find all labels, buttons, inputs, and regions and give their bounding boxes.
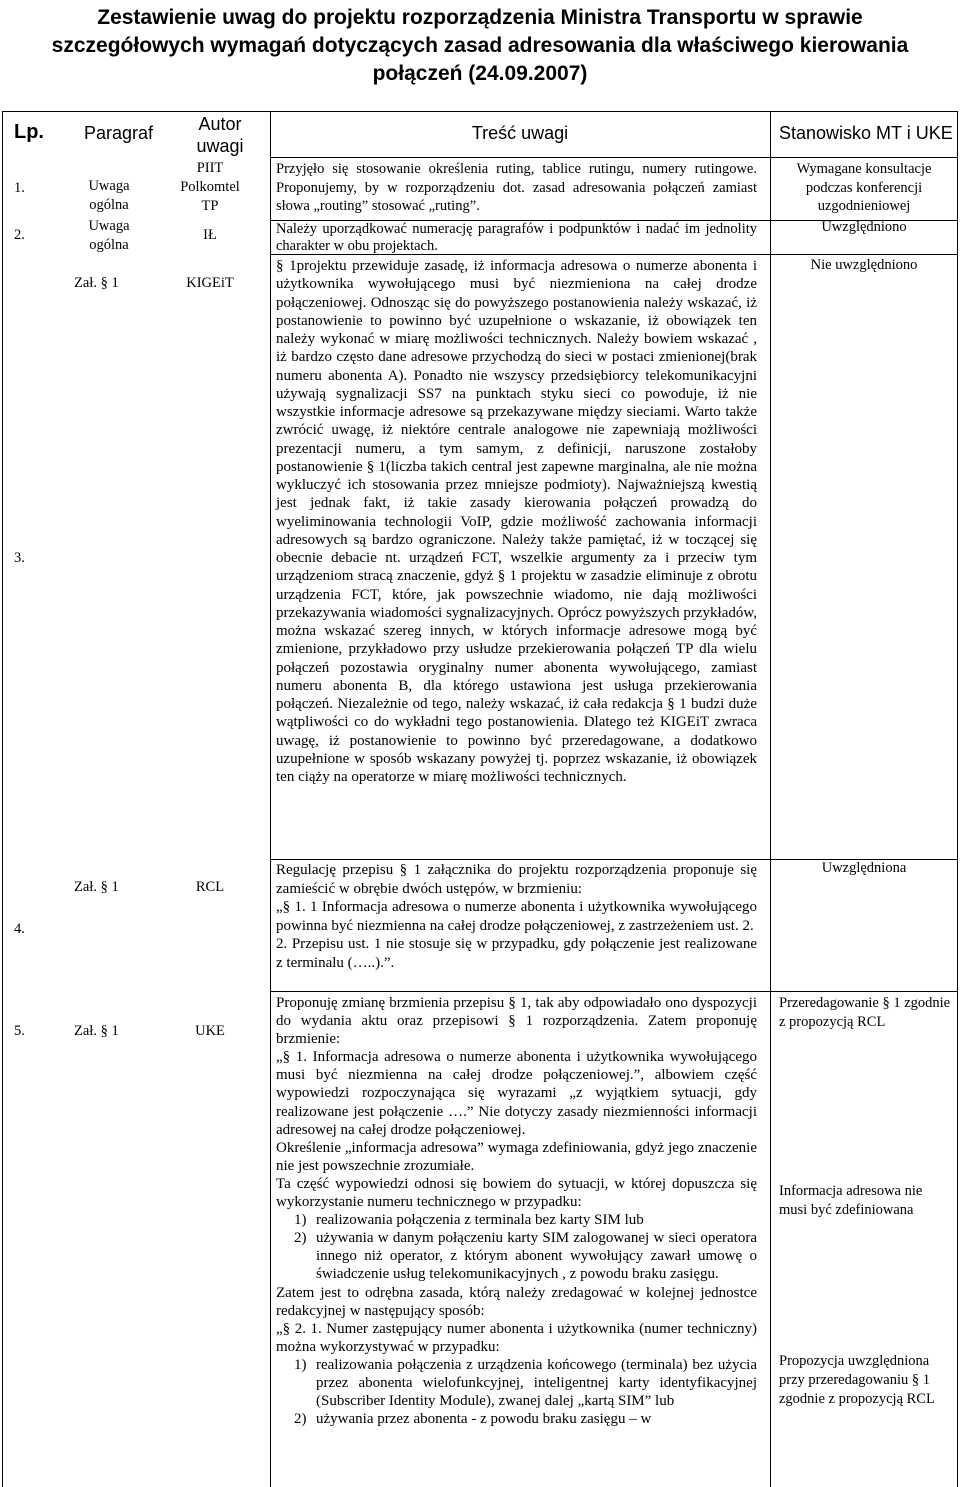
header-autor-line-2: uwagi [196,136,244,156]
row4-stanowisko: Uwzględniona [821,860,907,876]
row1-stanowisko-line-3: uzgodnieniowej [817,198,911,214]
row4-tresc-p3: 2. Przepisu ust. 1 nie stosuje się w przypadku, gdy połączenie jest realizowane z terminalu (…..).”. [276,936,757,971]
row1-tresc: Przyjęło się stosowanie określenia ruting, tablice rutingu, numery rutingowe. Proponujemy, by w rozporządzeniu dot. zasad adresowania połączeń zamiast słowa „routing” stosować „ruting”. [276,161,757,214]
header-tresc: Treść uwagi [471,123,569,143]
document-title [0,4,960,88]
row4-tresc [276,861,757,973]
table-left-border [2,111,3,1487]
header-paragraf: Paragraf [84,123,154,143]
content-column-divider [270,111,271,1487]
title-line-3: połączeń (24.09.2007) [372,62,588,85]
row5-stanowisko-b: Informacja adresowa nie musi być zdefiniowana [779,1183,923,1218]
row3-paragraf: Zał. § 1 [74,275,119,291]
row5-lp: 5. [14,1023,25,1039]
row1-paragraf-line-1: Uwaga [88,178,130,194]
title-line-1: Zestawienie uwag do projektu rozporządzenia Ministra Transportu w sprawie [97,6,863,29]
row4-tresc-p2: „§ 1. 1 Informacja adresowa o numerze abonenta i użytkownika wywołującego powinna być niezmienna na całej drodze połączeniowej, z zastrzeżeniem ust. 2. [276,899,757,934]
row5-tresc-p1: Proponuję zmianę brzmienia przepisu § 1, tak aby odpowiadało ono dyspozycji do wydania aktu oraz przepisowi § 1 rozporządzenia. Zatem proponuję brzmienie: [276,995,757,1048]
row5-tresc-p2: „§ 1. Informacja adresowa o numerze abonenta i użytkownika wywołującego musi być niezmienna na całej drodze połączeniowej.”, albowiem część wypowiedzi rozpoczynająca się wyrazami „z wyjątkiem sytuacji, gdy realizowane jest połączenie ….” Nie dotyczy zasady niezmienności informacji adresowej na całej drodze połączeniowej. [276,1049,757,1138]
title-line-2: szczegółowych wymagań dotyczących zasad adresowania dla właściwego kierowania [51,34,909,57]
row2-paragraf-line-2: ogólna [89,237,129,253]
row5-stanowisko-a: Przeredagowanie § 1 zgodnie z propozycją RCL [779,995,951,1030]
row1-stanowisko-line-1: Wymagane konsultacje [796,161,932,177]
row3-tresc: § 1projektu przewiduje zasadę, iż informacja adresowa o numerze abonenta i użytkownika wywołującego musi być niezmieniona na całej drodze połączeniowej. Odnosząc się do powyższego postanowienia należy wskazać, iż postanowienie to powinno być uzupełnione o wskazanie, iż obowiązek ten należy wykonać w miarę możliwości technicznych. Należy bowiem wskazać , iż bardzo często dane adresowe przychodzą do sieci w postaci zmienionej(brak numeru abonenta A). Ponadto nie wszyscy przedsiębiorcy telekomunikacyjni używają sygnalizacji SS7 na punktach styku sieci co powoduje, iż nie wszystkie informacje adresowe są przekazywane między sieciami. Warto także zwrócić uwagę, iż niektóre centrale analogowe nie zapewniają możliwości prezentacji numeru, a tym samym, z definicji, naruszone zostałoby postanowienie § 1(liczba takich central jest zapewne marginalna, ale nie można wykluczyć ich stosowania przez mniejsze podmioty). Najważniejszą kwestią jest jednak fakt, iż takie zasady kierowania połączeń prowadzą do wyeliminowania technologii VoIP, gdzie możliwość zachowania informacji adresowych są bardzo ograniczone. Należy także pamiętać, iż w toczącej się obecnie debacie nt. urządzeń FCT, wszelkie argumenty za i przeciw tym urządzeniom stracą znaczenie, gdyż § 1 projektu w zasadzie eliminuje z obrotu urządzenia FCT, które, jak powszechnie wiadomo, nie dają możliwości przekazywania wiadomości sygnalizacyjnych. Oprócz powyższych przykładów, można wskazać szereg innych, w których informacje adresowe mogą być zmienione, przykładowo przy usłudze przekierowania połączeń TP dla wielu połączeń pozostawia oryginalny numer abonenta wywołującego, zamiast numeru abonenta B, dla którego ustawiona jest usługa przekierowania połączeń. Niezależnie od tego, należy wskazać, iż cała redakcja § 1 budzi duże wątpliwości co do wykładni tego postanowienia. Dlatego też KIGEiT zwraca uwagę, iż postanowienie to powinno być przeredagowane, a dodatkowo uzupełnione w sposób wskazany powyżej tj. poprzez wskazanie, iż obowiązek ten ciąży na operatorze w miarę możliwości technicznych. [276,258,757,785]
table-right-border [957,111,958,1487]
row1-paragraf-line-2: ogólna [89,197,129,213]
stanowisko-column-divider [770,111,771,1487]
header-autor [180,113,260,157]
row5-tresc-p5: Zatem jest to odrębna zasada, którą należy zredagować w kolejnej jednostce redakcyjnej w następujący sposób: [276,1284,757,1319]
row5-list-b-item [276,1410,757,1428]
row5-stanowisko-c: Propozycja uwzględniona przy przeredagowaniu § 1 zgodnie z propozycją RCL [779,1353,935,1407]
row1-lp: 1. [14,180,25,196]
row5-tresc-p4: Ta część wypowiedzi odnosi się bowiem do sytuacji, w której dopuszcza się wykorzystanie numeru technicznego w przypadku: [276,1175,757,1211]
row4-paragraf: Zał. § 1 [74,879,119,895]
list-text: używania przez abonenta - z powodu braku zasięgu – w [316,1411,652,1428]
row2-paragraf [64,217,154,255]
header-autor-line-1: Autor [198,114,242,134]
row5-tresc-p6: „§ 2. 1. Numer zastępujący numer abonenta i użytkownika (numer techniczny) można wykorzystywać w przypadku: [276,1320,757,1355]
table-top-border [2,111,958,112]
list-number: 2) [294,1411,307,1428]
row1-paragraf [64,177,154,215]
row2-lp: 2. [14,227,25,243]
header-stanowisko: Stanowisko MT i UKE [779,123,953,143]
row5-paragraf: Zał. § 1 [74,1023,119,1039]
row3-lp: 3. [14,550,25,566]
list-text: realizowania połączenia z terminala bez karty SIM lub [316,1212,644,1229]
row2-paragraf-line-1: Uwaga [88,218,130,234]
row5-tresc-p3: Określenie „informacja adresowa” wymaga zdefiniowania, gdyż jego znaczenie nie jest powszechnie zrozumiałe. [276,1139,757,1174]
row4-lp: 4. [14,921,25,937]
row1-autor-line-3: TP [201,198,219,214]
row5-autor: UKE [195,1023,225,1039]
row2-tresc: Należy uporządkować numerację paragrafów i podpunktów i nadać im jednolity charakter w obu projektach. [276,221,757,254]
row1-autor-line-1: PIIT [196,160,224,176]
row1-autor [168,159,252,216]
row4-tresc-p1: Regulację przepisu § 1 załącznika do projektu rozporządzenia proponuje się zamieścić w obrębie dwóch ustępów, w brzmieniu: [276,862,757,897]
row5-list-a-item [276,1211,757,1229]
list-number: 2) [294,1230,307,1247]
row1-stanowisko [775,160,953,216]
header-lp: Lp. [14,121,44,143]
row5-list-a-item [276,1229,757,1283]
row2-stanowisko: Uwzględniono [821,219,907,235]
header-divider [270,157,958,158]
row2-autor: IŁ [203,227,217,243]
row1-autor-line-2: Polkomtel [180,179,240,195]
row5-tresc [276,994,757,1428]
list-number: 1) [294,1212,307,1229]
row3-autor: KIGEiT [186,275,234,291]
row1-stanowisko-line-2: podczas konferencji [805,179,923,196]
row5-list-b-item [276,1356,757,1410]
list-number: 1) [294,1356,307,1373]
row3-stanowisko: Nie uwzględniono [810,257,918,273]
list-text: używania w danym połączeniu karty SIM zalogowanej w sieci operatora innego niż operator, z którym abonent wywołujący zawarł umowę o świadczenie usług telekomunikacyjnych , z powodu braku zasięgu. [316,1230,757,1283]
row-divider-4 [270,991,958,992]
list-text: realizowania połączenia z urządzenia końcowego (terminala) bez użycia przez abonenta wielofunkcyjnej, inteligentnej karty identyfikacyjnej (Subscriber Identity Module), zwanej dalej „kartą SIM” lub [316,1356,757,1410]
row4-autor: RCL [195,879,225,895]
